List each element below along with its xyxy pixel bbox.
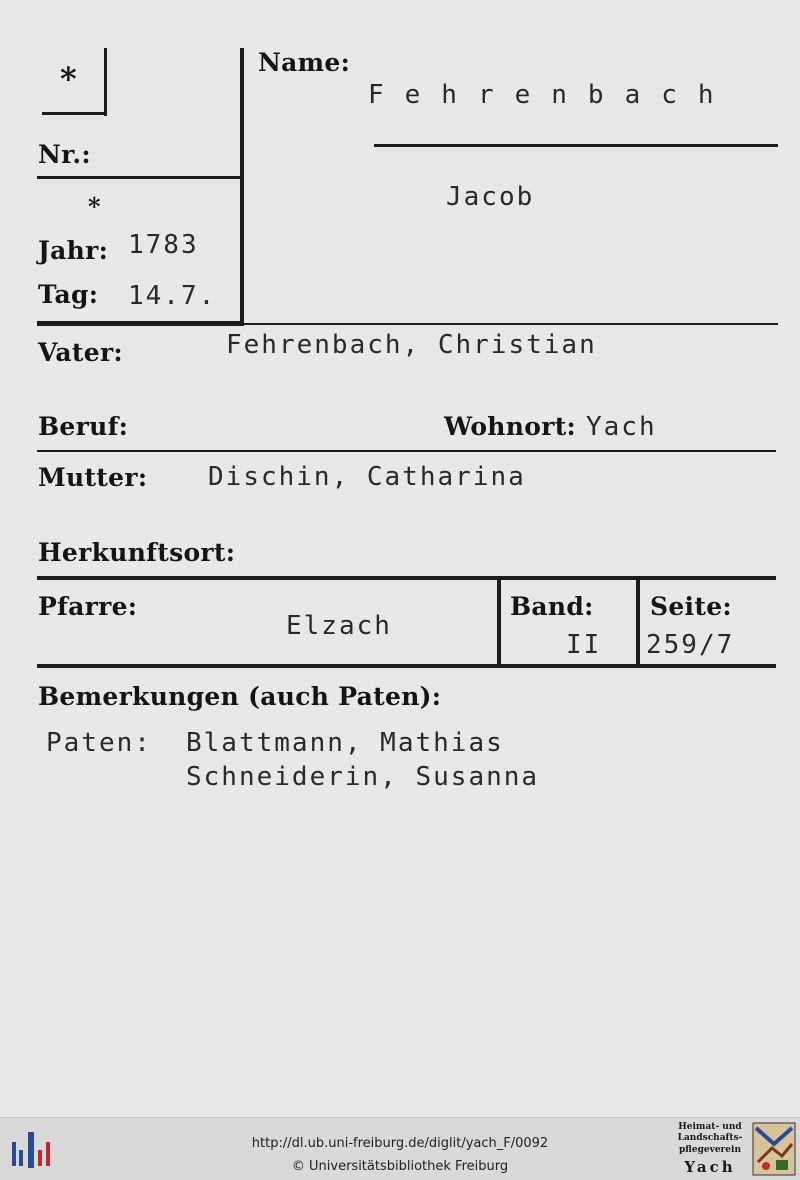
logo-line-2: Landschafts- — [677, 1133, 743, 1143]
vater-label: Vater: — [38, 338, 123, 367]
yach-emblem-icon — [752, 1122, 796, 1176]
yach-association-logo[interactable] — [672, 1120, 798, 1178]
footer-copyright: © Universitätsbibliothek Freiburg — [291, 1159, 509, 1174]
mutter-label: Mutter: — [38, 463, 148, 492]
logo-line-4: Yach — [684, 1158, 736, 1176]
given-name-value: Jacob — [446, 182, 535, 212]
herkunftsort-label: Herkunftsort: — [38, 538, 236, 567]
birth-box-bottom-rule — [37, 321, 244, 326]
name-label: Name: — [258, 48, 351, 77]
logo-line-3: pflegeverein — [679, 1145, 741, 1155]
surname-value: Fehrenbach — [368, 80, 735, 110]
band-label: Band: — [510, 592, 594, 621]
jahr-label: Jahr: — [38, 236, 109, 265]
star-box-bottom-border — [42, 112, 107, 115]
star-box-right-border — [104, 48, 107, 116]
wohnort-label: Wohnort: — [444, 412, 577, 441]
paten-prefix: Paten: — [46, 728, 152, 758]
band-value: II — [566, 630, 602, 660]
seite-value: 259/7 — [646, 630, 735, 660]
footer-url-link[interactable]: http://dl.ub.uni-freiburg.de/diglit/yach_F/0092 — [251, 1136, 549, 1151]
mutter-value: Dischin, Catharina — [208, 462, 526, 492]
header-bottom-rule — [244, 323, 778, 325]
seite-left-border — [636, 578, 640, 668]
jahr-value: 1783 — [128, 230, 199, 260]
seite-label: Seite: — [650, 592, 732, 621]
tag-value: 14.7. — [128, 281, 217, 311]
tag-label: Tag: — [38, 280, 99, 309]
pfarre-label: Pfarre: — [38, 592, 138, 621]
bemerkungen-label: Bemerkungen (auch Paten): — [38, 682, 442, 711]
birth-box-separator — [240, 48, 244, 326]
year-star-icon: * — [88, 192, 101, 221]
band-left-border — [497, 578, 501, 668]
nr-label: Nr.: — [38, 140, 91, 169]
paten-line-1: Blattmann, Mathias — [186, 728, 504, 758]
footer-bar — [0, 1117, 800, 1180]
wohnort-value: Yach — [586, 412, 657, 442]
birth-star-icon: * — [60, 60, 78, 98]
beruf-label: Beruf: — [38, 412, 129, 441]
herkunftsort-rule — [37, 576, 776, 580]
pfarre-row-bottom-rule — [37, 664, 776, 668]
vater-value: Fehrenbach, Christian — [226, 330, 597, 360]
nr-rule — [37, 176, 241, 179]
logo-line-1: Heimat- und — [678, 1122, 742, 1132]
beruf-rule — [37, 450, 776, 452]
paten-line-2: Schneiderin, Susanna — [186, 762, 540, 792]
name-underline — [374, 144, 778, 147]
pfarre-value: Elzach — [286, 611, 392, 641]
